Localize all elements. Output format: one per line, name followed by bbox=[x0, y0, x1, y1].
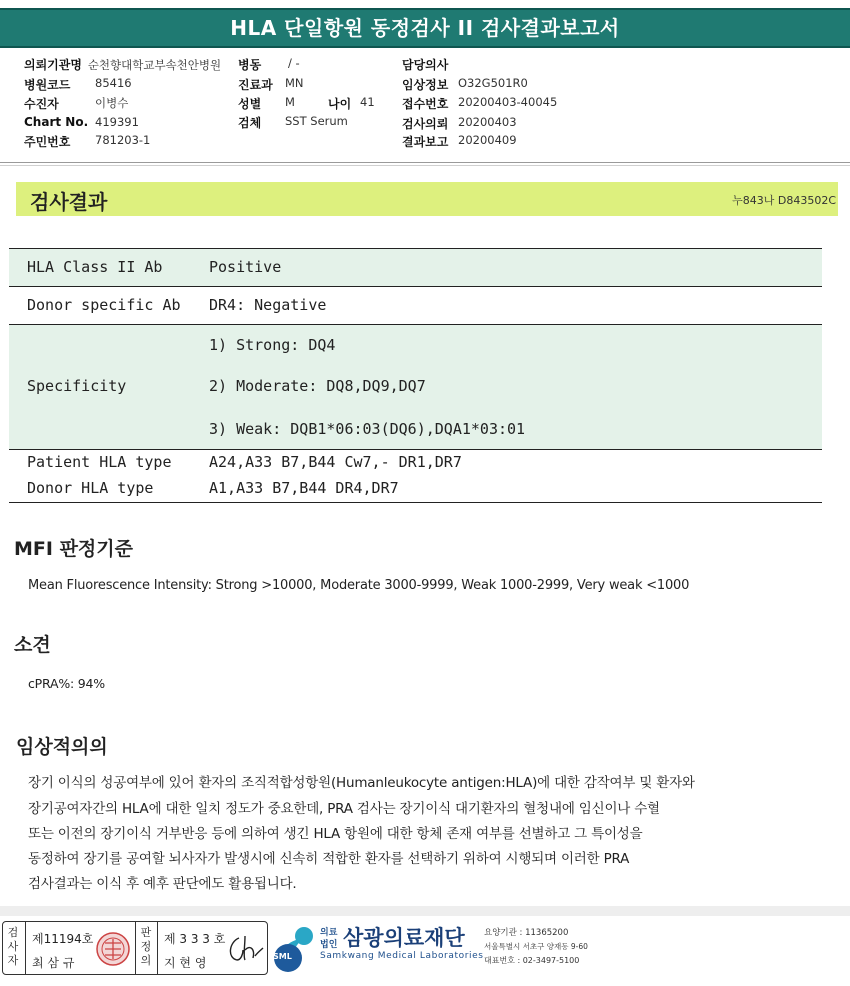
row-label: Donor HLA type bbox=[27, 479, 154, 497]
info-resident-no: 주민번호 781203-1 bbox=[24, 133, 151, 149]
clinical-line: 장기 이식의 성공여부에 있어 환자의 조직적합성항원(Humanleukocyte antigen:HLA)에 대한 감작여부 및 환자와 bbox=[28, 775, 695, 791]
info-institution: 의뢰기관명 순천향대학교부속천안병원 bbox=[24, 58, 222, 72]
table-row bbox=[9, 249, 822, 286]
info-department: 진료과 MN bbox=[238, 76, 304, 92]
mfi-text: Mean Fluorescence Intensity: Strong >10000, Moderate 3000-9999, Weak 1000-2999, Very weak <1000 bbox=[28, 578, 690, 593]
info-patient: 수진자 이병수 bbox=[24, 96, 129, 111]
clinical-title: 임상적의의 bbox=[16, 736, 108, 758]
lab-name: 삼광의료재단 bbox=[343, 926, 465, 950]
info-divider bbox=[0, 162, 850, 163]
opinion-text: cPRA%: 94% bbox=[28, 676, 105, 691]
table-rule bbox=[9, 502, 822, 503]
row-label: Patient HLA type bbox=[27, 453, 172, 471]
examiner-license-no: 제11194호 bbox=[32, 932, 94, 946]
row-value: Positive bbox=[209, 258, 282, 276]
result-table bbox=[9, 248, 822, 504]
reviewer-license-no: 제 3 3 3 호 bbox=[164, 932, 226, 946]
table-row bbox=[9, 287, 822, 324]
info-chart-no: Chart No. 419391 bbox=[24, 115, 139, 129]
examiner-label: 검사자 bbox=[7, 926, 19, 967]
table-row bbox=[9, 450, 822, 502]
report-title-bar bbox=[0, 8, 850, 48]
specificity-line: 1) Strong: DQ4 bbox=[209, 336, 336, 354]
clinical-line: 동정하여 장기를 공여할 뇌사자가 발생시에 신속히 적합한 환자를 선택하기 위하여 시행되며 이러한 PRA bbox=[28, 851, 630, 867]
info-request-date: 검사의뢰 20200403 bbox=[402, 115, 517, 131]
info-ward: 병동 / - bbox=[238, 56, 300, 72]
stamp-divider bbox=[135, 922, 136, 974]
result-header bbox=[16, 182, 838, 216]
reviewer-name: 지 현 영 bbox=[164, 956, 207, 970]
stamp-divider bbox=[157, 922, 158, 974]
sml-logo-text: SML bbox=[273, 952, 292, 961]
lab-corp-label-2: 법인 bbox=[320, 940, 338, 950]
info-sex: 성별 M bbox=[238, 95, 295, 111]
examiner-name: 최 삼 규 bbox=[32, 956, 75, 970]
info-specimen: 검체 SST Serum bbox=[238, 114, 348, 130]
info-doctor: 담당의사 bbox=[402, 58, 449, 72]
signature-box bbox=[2, 921, 268, 975]
row-value: DR4: Negative bbox=[209, 296, 327, 314]
row-label: HLA Class II Ab bbox=[27, 258, 163, 276]
info-receipt-no: 접수번호 20200403-40045 bbox=[402, 95, 558, 111]
info-age: 나이 41 bbox=[328, 95, 375, 111]
result-id: 누843나 D843502C bbox=[732, 194, 836, 207]
lab-code: 요양기관 : 11365200 bbox=[484, 928, 569, 938]
row-label: Specificity bbox=[27, 377, 127, 395]
info-hospital-code: 병원코드 85416 bbox=[24, 76, 132, 92]
info-clinical-info: 임상정보 O32G501R0 bbox=[402, 76, 528, 92]
specificity-line: 2) Moderate: DQ8,DQ9,DQ7 bbox=[209, 377, 426, 395]
lab-phone: 대표번호 : 02-3497-5100 bbox=[484, 956, 580, 965]
result-title: 검사결과 bbox=[30, 190, 108, 214]
lab-corp-label-1: 의료 bbox=[320, 928, 338, 938]
lab-address: 서울특별시 서초구 양재동 9-60 bbox=[484, 942, 588, 951]
signature-icon bbox=[225, 932, 265, 966]
seal-icon bbox=[95, 930, 131, 968]
clinical-line: 또는 이전의 장기이식 거부반응 등에 의하여 생긴 HLA 항원에 대한 항체 존재 여부를 선별하고 그 특이성을 bbox=[28, 826, 643, 842]
table-row bbox=[9, 325, 822, 449]
lab-name-en: Samkwang Medical Laboratories bbox=[320, 951, 484, 961]
info-divider-shadow bbox=[0, 165, 850, 166]
opinion-title: 소견 bbox=[14, 634, 51, 656]
row-label: Donor specific Ab bbox=[27, 296, 181, 314]
mfi-title: MFI 판정기준 bbox=[14, 538, 133, 560]
row-value: A24,A33 B7,B44 Cw7,- DR1,DR7 bbox=[209, 453, 462, 471]
stamp-divider bbox=[25, 922, 26, 974]
clinical-line: 장기공여자간의 HLA에 대한 일치 정도가 중요한데, PRA 검사는 장기이식 대기환자의 혈청내에 임신이나 수혈 bbox=[28, 801, 660, 817]
info-report-date: 결과보고 20200409 bbox=[402, 133, 517, 149]
row-value: A1,A33 B7,B44 DR4,DR7 bbox=[209, 479, 399, 497]
reviewer-label: 판정의 bbox=[140, 926, 152, 967]
specificity-line: 3) Weak: DQB1*06:03(DQ6),DQA1*03:01 bbox=[209, 420, 526, 438]
sml-logo-icon bbox=[270, 922, 320, 974]
report-title: HLA 단일항원 동정검사 II 검사결과보고서 bbox=[230, 16, 620, 40]
bottom-band bbox=[0, 906, 850, 916]
clinical-line: 검사결과는 이식 후 예후 판단에도 활용됩니다. bbox=[28, 876, 297, 892]
